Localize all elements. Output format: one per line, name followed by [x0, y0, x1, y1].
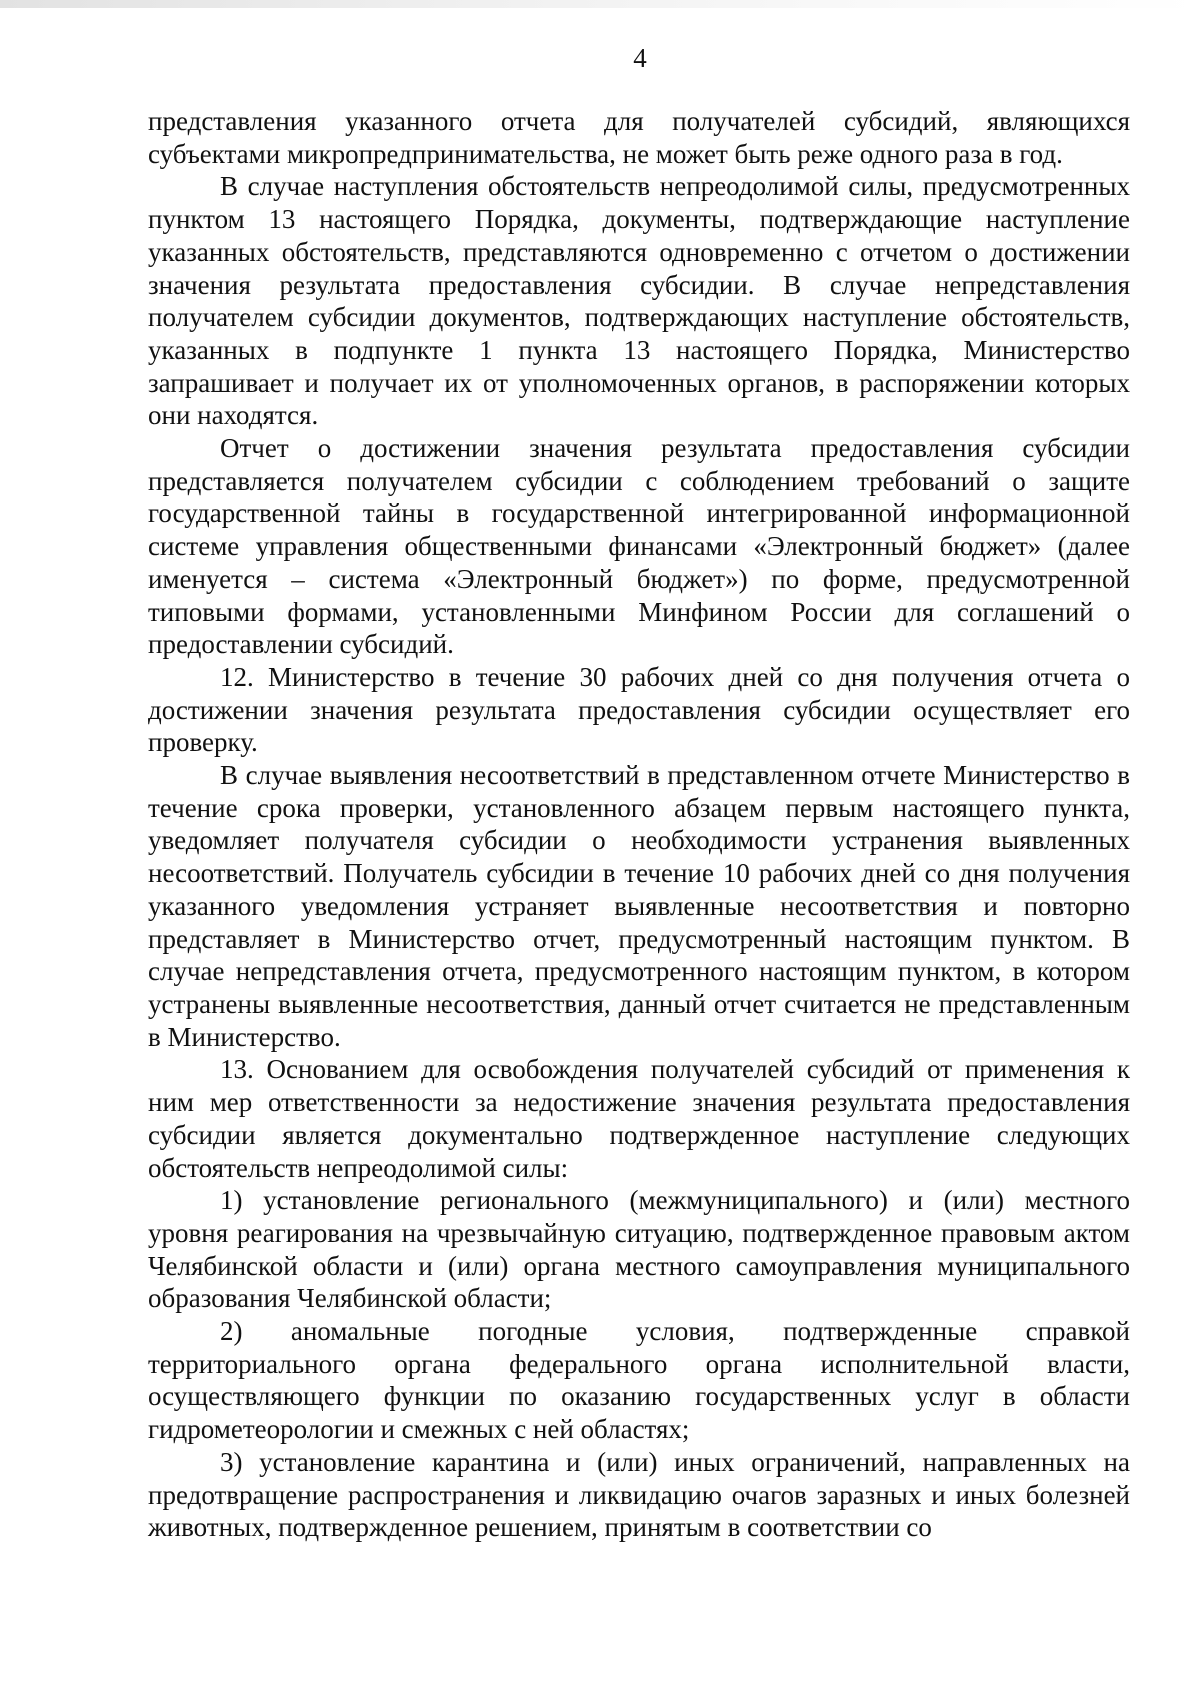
paragraph-continuation: представления указанного отчета для получателей субсидий, являющихся субъектами микропредпринимательства, не может быть реже одного раза в год.: [148, 106, 1130, 169]
paragraph-clause-13: 13. Основанием для освобождения получателей субсидий от применения к ним мер ответственности за недостижение значения результата предоставления субсидии является документально подтвержденное наступление следующих обстоятельств непреодолимой силы:: [148, 1054, 1130, 1183]
document-body: [148, 105, 1130, 1544]
page-number: 4: [633, 43, 647, 73]
paragraph: В случае выявления несоответствий в представленном отчете Министерство в течение срока проверки, установленного абзацем первым настоящего пункта, уведомляет получателя субсидии о необходимости устранения выявленных несоответствий. Получатель субсидии в течение 10 рабочих дней со дня получения указанного уведомления устраняет выявленные несоответствия и повторно представляет в Министерство отчет, предусмотренный настоящим пунктом. В случае непредставления отчета, предусмотренного настоящим пунктом, в котором устранены выявленные несоответствия, данный отчет считается не представленным в Министерство.: [148, 760, 1130, 1052]
list-item-1: 1) установление регионального (межмуниципального) и (или) местного уровня реагирования на чрезвычайную ситуацию, подтвержденное правовым актом Челябинской области и (или) органа местного самоуправления муниципального образования Челябинской области;: [148, 1185, 1130, 1314]
scan-edge-artifact: [0, 0, 1200, 8]
list-item-3: 3) установление карантина и (или) иных ограничений, направленных на предотвращение распространения и ликвидацию очагов заразных и иных болезней животных, подтвержденное решением, принятым в соответствии со: [148, 1446, 1130, 1543]
paragraph: В случае наступления обстоятельств непреодолимой силы, предусмотренных пунктом 13 настоящего Порядка, документы, подтверждающие наступление указанных обстоятельств, представляются одновременно с отчетом о достижении значения результата предоставления субсидии. В случае непредставления получателем субсидии документов, подтверждающих наступление обстоятельств, указанных в подпункте 1 пункта 13 настоящего Порядка, Министерство запрашивает и получает их от уполномоченных органов, в распоряжении которых они находятся.: [148, 171, 1130, 431]
paragraph-clause-12: 12. Министерство в течение 30 рабочих дней со дня получения отчета о достижении значения результата предоставления субсидии осуществляет его проверку.: [148, 661, 1130, 758]
paragraph: Отчет о достижении значения результата предоставления субсидии представляется получателем субсидии с соблюдением требований о защите государственной тайны в государственной интегрированной информационной системе управления общественными финансами «Электронный бюджет» (далее именуется – система «Электронный бюджет») по форме, предусмотренной типовыми формами, установленными Минфином России для соглашений о предоставлении субсидий.: [148, 433, 1130, 660]
list-item-2: 2) аномальные погодные условия, подтвержденные справкой территориального органа федерального органа исполнительной власти, осуществляющего функции по оказанию государственных услуг в области гидрометеорологии и смежных с ней областях;: [148, 1316, 1130, 1445]
